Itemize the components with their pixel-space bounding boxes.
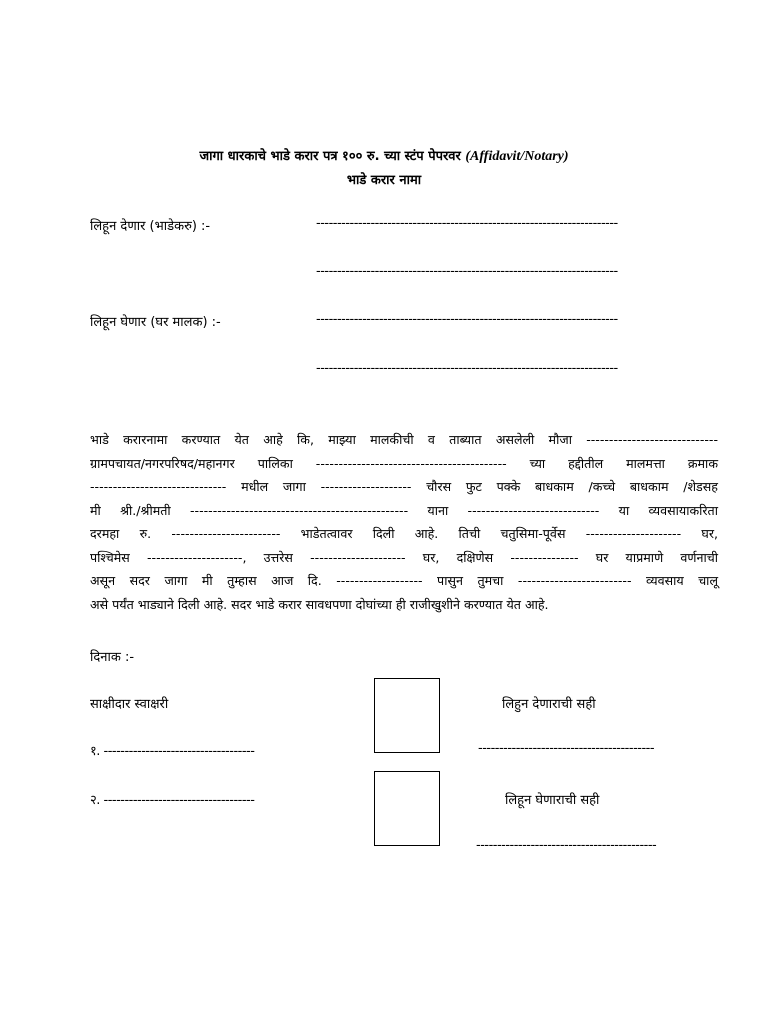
body-line: मी श्री./श्रीमती ------------------------------------------------ याना ----------------------------- या व्यवसायाकरिता (90, 502, 718, 518)
agreement-body (90, 428, 718, 616)
photo-box-owner (374, 771, 440, 846)
owner-signature-label: लिहून घेणाराची सही (505, 793, 600, 808)
witness-line-1: १. ------------------------------------ (90, 744, 255, 759)
tenant-blank-line-2: ------------------------------------------------------------------------ (316, 264, 618, 279)
tenant-blank-line-1: ------------------------------------------------------------------------ (316, 216, 618, 231)
witness-line-2: २. ------------------------------------ (90, 793, 255, 808)
body-line: ------------------------------ मधील जागा -------------------- चौरस फुट पक्के बाधकाम /कच्चे बाधकाम /शेडसह (90, 479, 718, 494)
date-label: दिनाक :- (90, 650, 135, 665)
witness-heading: साक्षीदार स्वाक्षरी (90, 697, 169, 712)
body-line: असे पर्यंत भाड्याने दिली आहे. सदर भाडे करार सावधपणा दोघांच्या ही राजीखुशीने करण्यात येत आहे. (90, 596, 549, 612)
body-line: असून सदर जागा मी तुम्हास आज दि. ------------------- पासुन तुमचा ------------------------- व्यवसाय चालू (90, 573, 718, 588)
owner-blank-line-2: ------------------------------------------------------------------------ (316, 361, 618, 376)
owner-blank-line-1: ------------------------------------------------------------------------ (316, 312, 618, 327)
body-line: पश्चिमेस ---------------------, उत्तरेस --------------------- घर, दक्षिणेस --------------- घर याप्रमाणे वर्णनाची (90, 549, 718, 565)
owner-label: लिहून घेणार (घर मालक) :- (90, 315, 221, 330)
tenant-signature-label: लिहुन देणाराची सही (502, 697, 596, 712)
body-line: भाडे करारनामा करण्यात येत आहे कि, माझ्या मालकीची व ताब्यात असलेली मौजा ----------------------------- (90, 432, 718, 447)
owner-signature-line: ------------------------------------------- (476, 838, 657, 853)
body-line: ग्रामपचायत/नगरपरिषद/महानगर पालिका ------------------------------------------ च्या हद्दीतील मालमत्ता क्रमाक (90, 455, 718, 471)
document-subtitle: भाडे करार नामा (346, 173, 422, 188)
title-marathi: जागा धारकाचे भाडे करार पत्र १०० रु. च्या स्टंप पेपरवर (199, 149, 461, 164)
tenant-label: लिहून देणार (भाडेकरु) :- (90, 219, 211, 234)
tenant-signature-line: ------------------------------------------ (478, 741, 655, 756)
body-line: दरमहा रु. ------------------------ भाडेतत्वावर दिली आहे. तिची चतुसिमा-पूर्वेस --------------------- घर, (90, 526, 718, 541)
title-english: (Affidavit/Notary) (465, 149, 569, 164)
photo-box-tenant (374, 678, 440, 753)
document-title (0, 146, 768, 165)
